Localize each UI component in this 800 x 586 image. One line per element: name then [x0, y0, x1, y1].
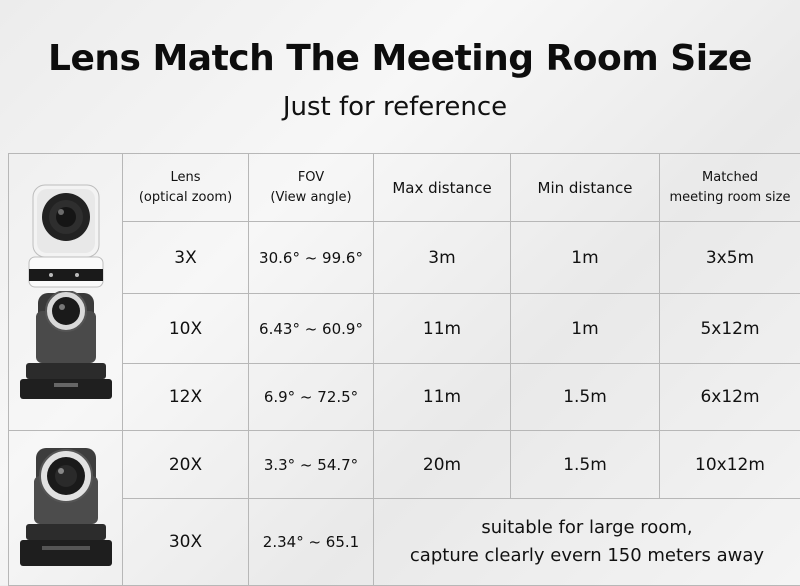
fov-cell: 30.6° ~ 99.6°: [249, 222, 374, 294]
table-row: [9, 364, 800, 431]
max-distance-cell: 20m: [374, 431, 511, 499]
table-row: [9, 499, 800, 586]
min-distance-cell: 1m: [511, 294, 660, 364]
fov-cell: 3.3° ~ 54.7°: [249, 431, 374, 499]
lens-cell: 12X: [123, 364, 249, 431]
header-room-size: Matched meeting room size: [660, 154, 800, 222]
room-size-cell: 3x5m: [660, 222, 800, 294]
white-ptz-camera-icon: [21, 181, 111, 291]
max-distance-cell: 11m: [374, 364, 511, 431]
fov-cell: 6.9° ~ 72.5°: [249, 364, 374, 431]
room-size-cell: 5x12m: [660, 294, 800, 364]
lens-cell: 3X: [123, 222, 249, 294]
lens-cell: 30X: [123, 499, 249, 586]
min-distance-cell: 1.5m: [511, 431, 660, 499]
camera-image-cell: [9, 431, 123, 586]
table-row: [9, 294, 800, 364]
min-distance-cell: 1.5m: [511, 364, 660, 431]
camera-image-cell: [9, 154, 123, 431]
room-size-cell: 6x12m: [660, 364, 800, 431]
room-size-cell: 10x12m: [660, 431, 800, 499]
lens-cell: 10X: [123, 294, 249, 364]
fov-cell: 2.34° ~ 65.1: [249, 499, 374, 586]
lens-spec-table: [8, 153, 800, 586]
max-distance-cell: 3m: [374, 222, 511, 294]
large-room-note: suitable for large room, capture clearly evern 150 meters away: [374, 499, 800, 586]
black-ptz-camera-wide-lens-icon: [14, 446, 118, 570]
page-subtitle: Just for reference: [0, 92, 790, 122]
page-title: Lens Match The Meeting Room Size: [0, 38, 800, 79]
lens-cell: 20X: [123, 431, 249, 499]
header-max-distance: Max distance: [374, 154, 511, 222]
black-ptz-camera-icon: [16, 291, 116, 403]
fov-cell: 6.43° ~ 60.9°: [249, 294, 374, 364]
header-min-distance: Min distance: [511, 154, 660, 222]
table-row: [9, 222, 800, 294]
header-lens: Lens (optical zoom): [123, 154, 249, 222]
header-fov: FOV (View angle): [249, 154, 374, 222]
min-distance-cell: 1m: [511, 222, 660, 294]
max-distance-cell: 11m: [374, 294, 511, 364]
table-row: [9, 431, 800, 499]
header-row: [9, 154, 800, 222]
